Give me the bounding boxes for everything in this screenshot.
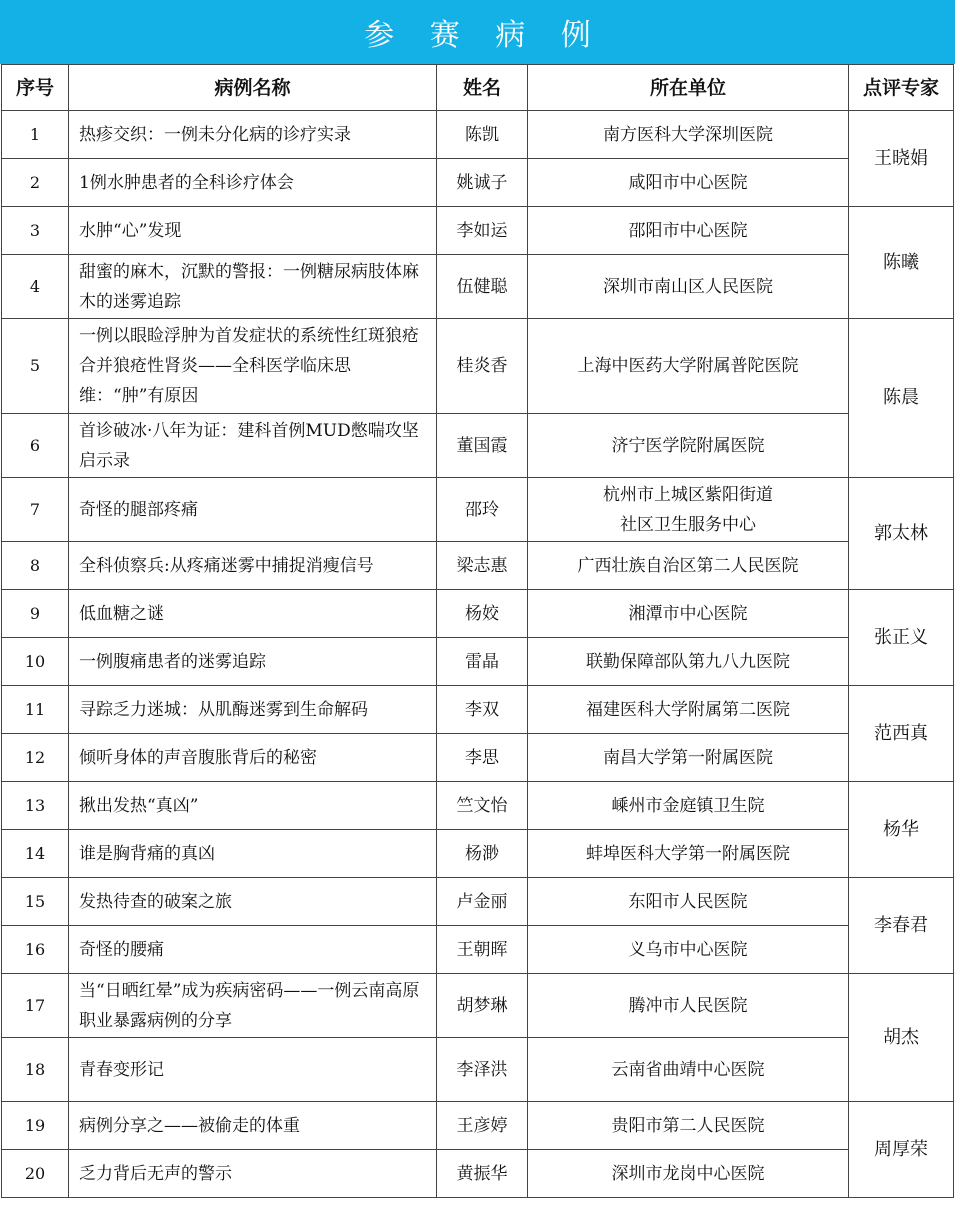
participant-unit: 南方医科大学深圳医院: [528, 111, 849, 159]
table-row: [2, 111, 954, 159]
reviewer-expert: 杨华: [849, 782, 954, 878]
table-row: [2, 686, 954, 734]
header-expert: 点评专家: [849, 65, 954, 111]
case-title: 奇怪的腿部疼痛: [69, 478, 437, 542]
participant-name: 桂炎香: [437, 319, 528, 414]
case-title: 水肿“心”发现: [69, 207, 437, 255]
row-number: 3: [2, 207, 69, 255]
page-title-banner: [0, 0, 955, 64]
participant-name: 雷晶: [437, 638, 528, 686]
row-number: 5: [2, 319, 69, 414]
row-number: 9: [2, 590, 69, 638]
reviewer-expert: 陈晨: [849, 319, 954, 478]
table-row: [2, 830, 954, 878]
participant-unit: 邵阳市中心医院: [528, 207, 849, 255]
participant-name: 董国霞: [437, 414, 528, 478]
header-name: 姓名: [437, 65, 528, 111]
case-title: 一例以眼睑浮肿为首发症状的系统性红斑狼疮合并狼疮性肾炎——全科医学临床思维：“肿”有原因: [69, 319, 437, 414]
row-number: 18: [2, 1038, 69, 1102]
reviewer-expert: 胡杰: [849, 974, 954, 1102]
reviewer-expert: 陈曦: [849, 207, 954, 319]
participant-name: 梁志惠: [437, 542, 528, 590]
case-title: 寻踪乏力迷城：从肌酶迷雾到生命解码: [69, 686, 437, 734]
participant-unit: 云南省曲靖中心医院: [528, 1038, 849, 1102]
participant-name: 王朝晖: [437, 926, 528, 974]
case-title: 病例分享之——被偷走的体重: [69, 1102, 437, 1150]
participant-name: 李双: [437, 686, 528, 734]
row-number: 11: [2, 686, 69, 734]
row-number: 14: [2, 830, 69, 878]
row-number: 16: [2, 926, 69, 974]
participant-name: 黄振华: [437, 1150, 528, 1198]
case-title: 谁是胸背痛的真凶: [69, 830, 437, 878]
participant-unit: 上海中医药大学附属普陀医院: [528, 319, 849, 414]
participant-unit: 东阳市人民医院: [528, 878, 849, 926]
participant-unit: 福建医科大学附属第二医院: [528, 686, 849, 734]
participant-name: 胡梦琳: [437, 974, 528, 1038]
participant-unit: 湘潭市中心医院: [528, 590, 849, 638]
case-title: 揪出发热“真凶”: [69, 782, 437, 830]
case-title: 青春变形记: [69, 1038, 437, 1102]
table-row: [2, 319, 954, 414]
table-row: [2, 542, 954, 590]
table-row: [2, 478, 954, 542]
row-number: 17: [2, 974, 69, 1038]
reviewer-expert: 郭太林: [849, 478, 954, 590]
case-title: 热疹交织：一例未分化病的诊疗实录: [69, 111, 437, 159]
row-number: 6: [2, 414, 69, 478]
participant-unit: 南昌大学第一附属医院: [528, 734, 849, 782]
row-number: 4: [2, 255, 69, 319]
participant-unit: 蚌埠医科大学第一附属医院: [528, 830, 849, 878]
header-case: 病例名称: [69, 65, 437, 111]
table-row: [2, 1038, 954, 1102]
participant-name: 李如运: [437, 207, 528, 255]
row-number: 2: [2, 159, 69, 207]
participant-name: 卢金丽: [437, 878, 528, 926]
case-title: 首诊破冰·八年为证：建科首例MUD憋喘攻坚启示录: [69, 414, 437, 478]
row-number: 13: [2, 782, 69, 830]
page-title: 参 赛 病 例: [364, 18, 604, 53]
participant-name: 伍健聪: [437, 255, 528, 319]
table-header-row: [2, 65, 954, 111]
participant-unit: 贵阳市第二人民医院: [528, 1102, 849, 1150]
case-title: 低血糖之谜: [69, 590, 437, 638]
reviewer-expert: 李春君: [849, 878, 954, 974]
case-table: [1, 64, 954, 1198]
table-row: [2, 1150, 954, 1198]
participant-unit: 济宁医学院附属医院: [528, 414, 849, 478]
table-row: [2, 590, 954, 638]
row-number: 8: [2, 542, 69, 590]
table-row: [2, 734, 954, 782]
participant-name: 姚诚子: [437, 159, 528, 207]
participant-unit: 腾冲市人民医院: [528, 974, 849, 1038]
header-unit: 所在单位: [528, 65, 849, 111]
row-number: 15: [2, 878, 69, 926]
row-number: 20: [2, 1150, 69, 1198]
participant-name: 李泽洪: [437, 1038, 528, 1102]
case-title: 1例水肿患者的全科诊疗体会: [69, 159, 437, 207]
header-no: 序号: [2, 65, 69, 111]
table-row: [2, 207, 954, 255]
case-title: 一例腹痛患者的迷雾追踪: [69, 638, 437, 686]
case-title: 发热待查的破案之旅: [69, 878, 437, 926]
participant-name: 杨渺: [437, 830, 528, 878]
row-number: 12: [2, 734, 69, 782]
table-row: [2, 159, 954, 207]
reviewer-expert: 王晓娟: [849, 111, 954, 207]
participant-unit: 咸阳市中心医院: [528, 159, 849, 207]
reviewer-expert: 张正义: [849, 590, 954, 686]
reviewer-expert: 范西真: [849, 686, 954, 782]
row-number: 1: [2, 111, 69, 159]
case-title: 当“日晒红晕”成为疾病密码——一例云南高原职业暴露病例的分享: [69, 974, 437, 1038]
table-row: [2, 782, 954, 830]
participant-name: 邵玲: [437, 478, 528, 542]
participant-unit: 深圳市南山区人民医院: [528, 255, 849, 319]
table-row: [2, 926, 954, 974]
case-title: 乏力背后无声的警示: [69, 1150, 437, 1198]
participant-unit: 嵊州市金庭镇卫生院: [528, 782, 849, 830]
participant-name: 竺文怡: [437, 782, 528, 830]
case-title: 奇怪的腰痛: [69, 926, 437, 974]
row-number: 10: [2, 638, 69, 686]
case-title: 甜蜜的麻木，沉默的警报：一例糖尿病肢体麻木的迷雾追踪: [69, 255, 437, 319]
participant-name: 王彦婷: [437, 1102, 528, 1150]
table-row: [2, 974, 954, 1038]
table-row: [2, 878, 954, 926]
table-row: [2, 255, 954, 319]
reviewer-expert: 周厚荣: [849, 1102, 954, 1198]
participant-unit: 杭州市上城区紫阳街道 社区卫生服务中心: [528, 478, 849, 542]
case-title: 倾听身体的声音腹胀背后的秘密: [69, 734, 437, 782]
participant-unit: 联勤保障部队第九八九医院: [528, 638, 849, 686]
participant-unit: 义乌市中心医院: [528, 926, 849, 974]
row-number: 7: [2, 478, 69, 542]
participant-unit: 深圳市龙岗中心医院: [528, 1150, 849, 1198]
participant-name: 李思: [437, 734, 528, 782]
table-row: [2, 414, 954, 478]
table-row: [2, 1102, 954, 1150]
case-title: 全科侦察兵:从疼痛迷雾中捕捉消瘦信号: [69, 542, 437, 590]
table-row: [2, 638, 954, 686]
participant-name: 杨姣: [437, 590, 528, 638]
row-number: 19: [2, 1102, 69, 1150]
participant-unit: 广西壮族自治区第二人民医院: [528, 542, 849, 590]
participant-name: 陈凯: [437, 111, 528, 159]
